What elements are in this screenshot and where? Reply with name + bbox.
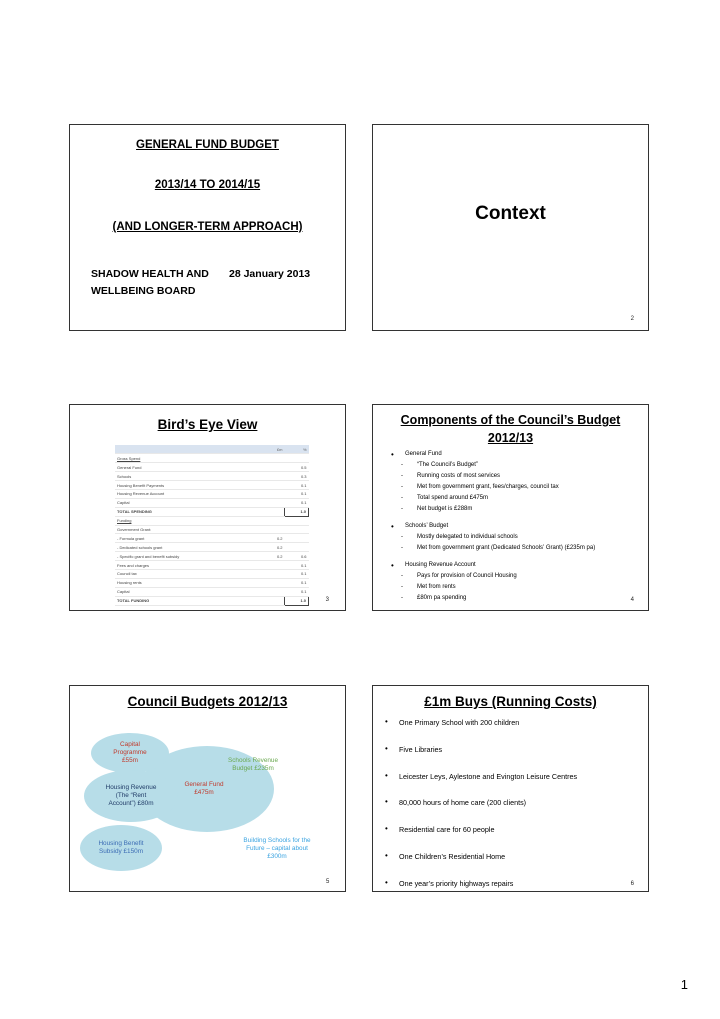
table-cell	[261, 489, 285, 498]
table-cell: - Specific grant and benefit subsidy	[115, 552, 261, 561]
list-item: • Five Libraries	[385, 745, 643, 772]
table-row	[115, 561, 309, 570]
slide4-title	[373, 411, 648, 447]
slide1-board-line1: SHADOW HEALTH AND	[91, 268, 209, 280]
list-item: - Running costs of most services	[389, 471, 644, 482]
table-cell	[285, 543, 309, 552]
table-row	[115, 534, 309, 543]
table-cell	[261, 481, 285, 490]
list-item: • 80,000 hours of home care (200 clients)	[385, 798, 643, 825]
list-item: - £80m pa spending	[389, 593, 644, 604]
slide1-title-line2: 2013/14 TO 2014/15	[154, 179, 261, 191]
table-cell	[261, 596, 285, 605]
table-header-row	[115, 445, 309, 454]
table-header-cell	[115, 445, 261, 454]
schools-revenue-bubble	[218, 743, 288, 787]
table-cell: Gross Spend	[115, 454, 261, 463]
housing-revenue-bubble	[84, 770, 178, 822]
table-cell: 0.5	[285, 463, 309, 472]
slide1-title-line1: GENERAL FUND BUDGET	[136, 139, 279, 151]
table-cell: Council tax	[115, 569, 261, 578]
housing-revenue-label: Housing Revenue (The “Rent Account”) £80m	[105, 783, 157, 808]
table-cell: Housing rents	[115, 578, 261, 587]
slide5-number: 5	[326, 879, 330, 885]
table-row	[115, 472, 309, 481]
table-cell: - Dedicated schools grant	[115, 543, 261, 552]
list-item: • Leicester Leys, Aylestone and Evington Leisure Centres	[385, 772, 643, 799]
list-item: - Pays for provision of Council Housing	[389, 571, 644, 582]
list-item: - Met from government grant (Dedicated Schools’ Grant) (£235m pa)	[389, 543, 644, 554]
slide-1m-buys	[372, 685, 649, 892]
table-row	[115, 569, 309, 578]
table-cell: Housing Benefit Payments	[115, 481, 261, 490]
bsf-label: Building Schools for the Future – capital about £300m	[243, 836, 311, 861]
list-item: - Met from government grant, fees/charges, council tax	[389, 482, 644, 493]
table-row	[115, 507, 309, 516]
table-row	[115, 463, 309, 472]
housing-benefit-bubble	[80, 825, 162, 871]
list-item: - “The Council’s Budget”	[389, 460, 644, 471]
capital-programme-label: Capital Programme £55m	[113, 740, 147, 765]
table-cell: 0.2	[261, 543, 285, 552]
page-number: 1	[680, 977, 688, 992]
table-cell: 0.1	[285, 578, 309, 587]
table-cell: Capital	[115, 498, 261, 507]
slide-budget-components	[372, 404, 649, 611]
list-item: • One Primary School with 200 children	[385, 718, 643, 745]
table-cell: 0.1	[285, 561, 309, 570]
list-item: - Total spend around £475m	[389, 493, 644, 504]
slide2-title: Context	[475, 203, 546, 224]
table-cell	[261, 454, 285, 463]
slide1-board-line2: WELLBEING BOARD	[91, 285, 196, 297]
table-cell: TOTAL SPENDING	[115, 507, 261, 516]
slide6-number: 6	[630, 881, 634, 887]
table-cell	[261, 578, 285, 587]
table-cell: 0.1	[285, 569, 309, 578]
table-cell	[285, 516, 309, 525]
table-cell: Capital	[115, 587, 261, 596]
slide1-title-line3: (AND LONGER-TERM APPROACH)	[112, 221, 303, 233]
slide-birds-eye-view	[69, 404, 346, 611]
table-row	[115, 578, 309, 587]
table-cell: 1.0	[285, 596, 309, 605]
slide6-title: £1m Buys (Running Costs)	[424, 694, 597, 709]
schools-revenue-label: Schools Revenue Budget £235m	[227, 756, 279, 772]
table-cell: 0.6	[285, 552, 309, 561]
table-row	[115, 587, 309, 596]
table-row	[115, 516, 309, 525]
slide1-board	[91, 266, 209, 300]
table-row	[115, 498, 309, 507]
slide2-number: 2	[630, 316, 634, 322]
table-cell: 0.1	[285, 489, 309, 498]
list-item: • One Children’s Residential Home	[385, 852, 643, 879]
slide4-title-line1: Components of the Council’s Budget	[400, 413, 621, 427]
table-header-cell: %	[285, 445, 309, 454]
table-cell	[285, 534, 309, 543]
table-row	[115, 481, 309, 490]
table-cell: General Fund	[115, 463, 261, 472]
budget-table	[115, 445, 309, 606]
slide4-title-line2: 2012/13	[487, 431, 534, 445]
slide-title	[69, 124, 346, 331]
list-item: - Mostly delegated to individual schools	[389, 532, 644, 543]
list-item: - Net budget is £288m	[389, 504, 644, 515]
slide-council-budgets	[69, 685, 346, 892]
buys-list	[385, 718, 643, 892]
slide3-number: 3	[325, 597, 329, 603]
list-item: - Met from rents	[389, 582, 644, 593]
table-cell: Government Grant:	[115, 525, 261, 534]
table-cell	[285, 525, 309, 534]
table-row	[115, 596, 309, 605]
table-cell	[261, 463, 285, 472]
table-cell: Funding	[115, 516, 261, 525]
table-cell: Schools	[115, 472, 261, 481]
general-fund-label: General Fund £475m	[184, 780, 224, 796]
table-row	[115, 525, 309, 534]
table-cell	[261, 507, 285, 516]
table-row	[115, 454, 309, 463]
slide5-title: Council Budgets 2012/13	[127, 694, 288, 709]
capital-programme-bubble	[91, 733, 169, 773]
table-row	[115, 552, 309, 561]
table-cell: 1.0	[285, 507, 309, 516]
table-cell: - Formula grant	[115, 534, 261, 543]
slide3-title: Bird’s Eye View	[157, 417, 258, 432]
table-cell: 0.1	[285, 587, 309, 596]
table-cell	[285, 454, 309, 463]
table-row	[115, 489, 309, 498]
table-cell: 0.2	[261, 552, 285, 561]
table-cell: 0.2	[261, 534, 285, 543]
housing-benefit-label: Housing Benefit Subsidy £150m	[98, 839, 144, 855]
slide-context	[372, 124, 649, 331]
table-cell	[261, 516, 285, 525]
slide1-date: 28 January 2013	[229, 268, 311, 280]
section-heading: • Schools’ Budget	[389, 521, 644, 532]
section-heading: • General Fund	[389, 449, 644, 460]
table-cell: Fees and charges	[115, 561, 261, 570]
list-item: • Residential care for 60 people	[385, 825, 643, 852]
table-cell	[261, 525, 285, 534]
table-cell: TOTAL FUNDING	[115, 596, 261, 605]
bsf-bubble	[228, 824, 326, 874]
table-header-cell: £m	[261, 445, 285, 454]
list-item: • One year’s priority highways repairs	[385, 879, 643, 892]
table-cell: 0.3	[285, 472, 309, 481]
table-cell: 0.1	[285, 481, 309, 490]
table-cell	[261, 587, 285, 596]
table-cell: Housing Revenue Account	[115, 489, 261, 498]
components-list	[389, 449, 644, 604]
table-cell	[261, 569, 285, 578]
slide4-number: 4	[630, 597, 634, 603]
table-cell	[261, 561, 285, 570]
table-cell	[261, 498, 285, 507]
table-cell: 0.1	[285, 498, 309, 507]
section-heading: • Housing Revenue Account	[389, 560, 644, 571]
table-cell	[261, 472, 285, 481]
table-row	[115, 543, 309, 552]
